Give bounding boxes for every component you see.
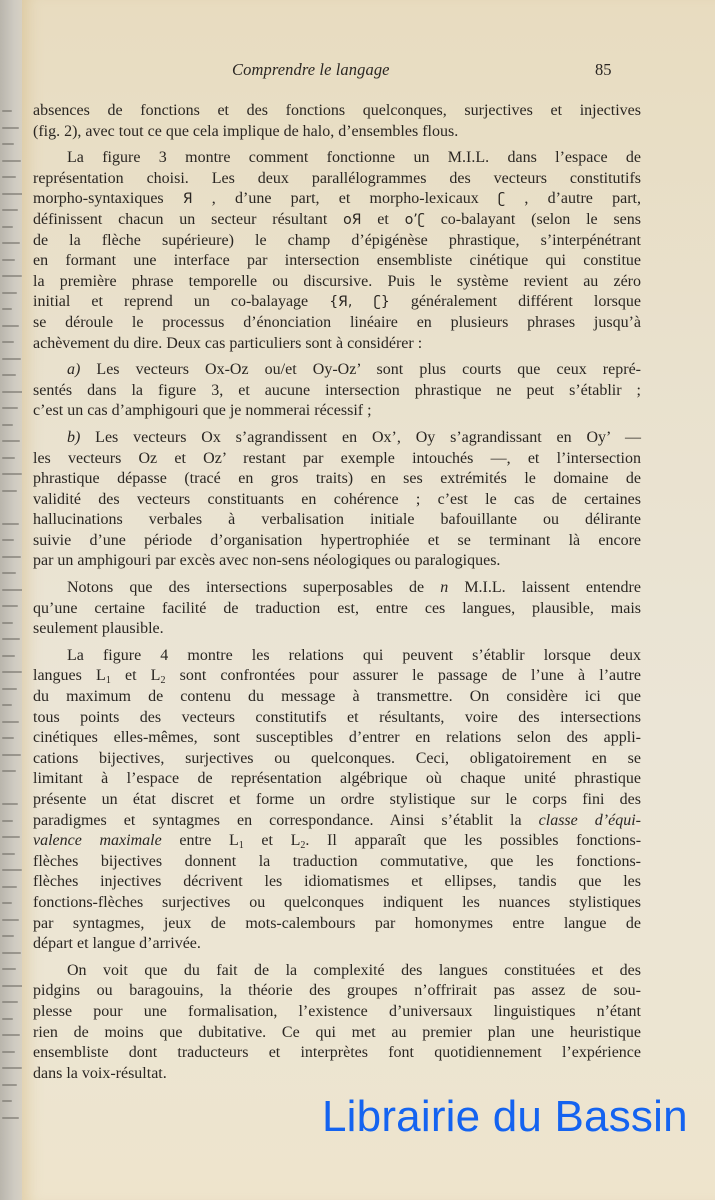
paragraph-case-b: [33, 428, 641, 572]
text-line: phrastique dépasse (tracé en gros traits) en ses extrémités le domaine de: [33, 470, 641, 488]
text-line: cations bijectives, surjectives ou quelconques. Ceci, obligatoirement en se: [33, 749, 641, 767]
body-text: [33, 101, 641, 1084]
adjacent-page-text-fragment: [2, 1051, 15, 1053]
adjacent-page-text-fragment: [2, 358, 21, 360]
resultant-sector-symbol: oЯ: [343, 211, 362, 228]
adjacent-page-text-fragment: [2, 1084, 17, 1086]
text-line: flèches bijectives donnent la traduction commutative, que les fonctions-: [33, 852, 641, 870]
resultant-sector-symbol: o’ʗ: [404, 211, 425, 228]
adjacent-page-text-fragment: [2, 1034, 20, 1036]
text-run: Notons que des intersections superposables de: [67, 579, 441, 597]
adjacent-page-text-fragment: [2, 1067, 22, 1069]
adjacent-page-text-fragment: [2, 704, 12, 706]
text-line: [33, 360, 641, 381]
text-line: La figure 4 montre les relations qui peuvent s’établir lorsque deux: [67, 646, 641, 664]
text-run: et L: [243, 832, 301, 850]
adjacent-page-text-fragment: [2, 127, 19, 129]
adjacent-page-text-fragment: [2, 325, 19, 327]
morpho-lexical-symbol: ʗ: [498, 191, 506, 208]
adjacent-page-text-fragment: [2, 275, 22, 277]
adjacent-page-text-fragment: [2, 292, 17, 294]
list-label: a): [67, 361, 81, 379]
adjacent-page-text-fragment: [2, 572, 16, 574]
paragraph: [33, 646, 641, 955]
text-run: n: [440, 579, 449, 597]
text-line: représentation choisi. Les deux parallélogrammes des vecteurs constitutifs: [33, 169, 641, 187]
adjacent-page-text-fragment: [2, 985, 23, 987]
text-line: c’est un cas d’amphigouri que je nommerai récessif ;: [33, 402, 372, 420]
text-line: les vecteurs Oz et Oz’ restant par exemple intouchés —, et l’intersection: [33, 449, 641, 467]
adjacent-page-text-fragment: [2, 539, 14, 541]
adjacent-page-text-fragment: [2, 853, 15, 855]
adjacent-page-text-fragment: [2, 968, 16, 970]
text-run: sont confrontées pour assurer le passage de l’une à l’autre: [165, 667, 642, 685]
adjacent-page-text-fragment: [2, 424, 13, 426]
adjacent-page-text-fragment: [2, 638, 20, 640]
text-line: en formant une interface par intersection ensembliste cinétique qui constitue: [33, 252, 641, 270]
paragraph: [33, 101, 641, 142]
subscript: 1: [105, 675, 111, 687]
text-line: par syntagmes, jeux de mots-calembours par homonymes entre langue de: [33, 914, 641, 932]
text-run: et L: [110, 667, 161, 685]
adjacent-page-text-fragment: [2, 1001, 18, 1003]
text-line: [33, 428, 641, 449]
paragraph: [33, 148, 641, 354]
adjacent-page-text-fragment: [2, 143, 14, 145]
adjacent-page-text-fragment: [2, 935, 14, 937]
running-title: Comprendre le langage: [232, 60, 390, 79]
morpho-syntactic-symbol: Я: [182, 191, 193, 208]
text-line: On voit que du fait de la complexité des langues constituées et des: [67, 961, 641, 979]
text-run: morpho-syntaxiques: [33, 190, 183, 208]
page-number: 85: [595, 60, 612, 79]
paragraph-case-a: [33, 360, 641, 422]
adjacent-page-text-fragment: [2, 671, 22, 673]
subscript: 1: [238, 840, 244, 852]
adjacent-page-text-fragment: [2, 391, 23, 393]
text-run: , d’une part, et morpho-lexicaux: [192, 190, 499, 208]
adjacent-page-text-fragment: [2, 523, 19, 525]
adjacent-page-text-fragment: [2, 259, 15, 261]
adjacent-page-text-fragment: [2, 721, 19, 723]
text-run: langues L: [33, 667, 106, 685]
text-line: ensembliste dont traducteurs et interprètes font quotidiennement l’expérience: [33, 1044, 641, 1062]
cobalayage-set-symbol: {Я, ʗ}: [329, 294, 390, 311]
adjacent-page-text-fragment: [2, 1117, 19, 1119]
text-line: [33, 210, 641, 231]
adjacent-page-text-fragment: [2, 193, 23, 195]
adjacent-page-text-fragment: [2, 770, 16, 772]
adjacent-page-text-fragment: [2, 820, 13, 822]
adjacent-page-text-fragment: [2, 341, 14, 343]
text-line: sentés dans la figure 3, et aucune intersection phrastique ne peut s’établir ;: [33, 381, 641, 399]
text-line: limitant à l’espace de représentation algébrique où chaque unité phrastique: [33, 770, 641, 788]
text-line: absences de fonctions et des fonctions quelconques, surjectives et injectives: [33, 102, 641, 119]
adjacent-page-text-fragment: [2, 226, 13, 228]
adjacent-page-text-fragment: [2, 242, 20, 244]
text-run: , d’autre part,: [505, 190, 641, 208]
text-line: rien de moins que dubitative. Ce qui met au premier plan une heuristique: [33, 1023, 641, 1041]
bookseller-watermark: Librairie du Bassin: [322, 1092, 688, 1141]
text-run: généralement différent lorsque: [389, 293, 642, 311]
text-line: du maximum de contenu du message à transmettre. On considère ici que: [33, 688, 641, 706]
adjacent-page-text-fragment: [2, 160, 21, 162]
adjacent-page-text-fragment: [2, 374, 16, 376]
text-line: validité des vecteurs constituants en cohérence ; c’est le cas de certaines: [33, 490, 641, 508]
subscript: 2: [160, 675, 166, 687]
text-line: hallucinations verbales à verbalisation initiale bafouillante ou délirante: [33, 511, 641, 529]
text-line: [33, 831, 641, 852]
adjacent-page-text-fragment: [2, 737, 14, 739]
adjacent-page-text-fragment: [2, 457, 15, 459]
list-label: b): [67, 428, 81, 446]
adjacent-page-text-fragment: [2, 110, 12, 112]
text-run: et: [361, 210, 405, 228]
text-line: pidgins ou baragouins, la théorie des groupes n’offrirait pas assez de sou-: [33, 982, 641, 1000]
adjacent-page-text-fragment: [2, 952, 21, 954]
paragraph: [33, 961, 641, 1085]
italic-term: valence maximale: [33, 832, 162, 850]
text-line: se déroule le processus d’énonciation linéaire en plusieurs phrases jusqu’à: [33, 313, 641, 331]
adjacent-page-text-fragment: [2, 886, 17, 888]
adjacent-page-text-fragment: [2, 556, 21, 558]
adjacent-page-text-fragment: [2, 688, 17, 690]
text-line: achèvement du dire. Deux cas particuliers sont à considérer :: [33, 334, 423, 352]
adjacent-page-text-fragment: [2, 407, 18, 409]
adjacent-page-text-fragment: [2, 869, 22, 871]
adjacent-page-text-fragment: [2, 440, 20, 442]
text-run: paradigmes et syntagmes en correspondance. Ainsi s’établit la: [33, 811, 539, 829]
adjacent-page-text-fragment: [2, 209, 18, 211]
text-run: co-balayant (selon le sens: [424, 210, 642, 228]
subscript: 2: [300, 840, 306, 852]
adjacent-page-text-fragment: [2, 176, 16, 178]
text-line: de la flèche supérieure) le champ d’épigénèse phrastique, s’interpénétrant: [33, 231, 641, 249]
adjacent-page-text-fragment: [2, 1018, 13, 1020]
text-run: initial et reprend un co-balayage: [33, 293, 330, 311]
adjacent-page-edge: [0, 0, 24, 1200]
text-run: Les vecteurs Ox s’agrandissent en Ox’, Oy s’agrandissant en Oy’ —: [80, 428, 641, 446]
adjacent-page-text-fragment: [2, 622, 13, 624]
text-line: [33, 666, 641, 687]
adjacent-page-text-fragment: [2, 836, 20, 838]
adjacent-page-text-fragment: [2, 803, 18, 805]
text-line: par un amphigouri par excès avec non-sens néologiques ou paralogiques.: [33, 552, 501, 570]
text-line: [33, 292, 641, 313]
adjacent-page-text-fragment: [2, 754, 21, 756]
adjacent-page-text-fragment: [2, 1100, 12, 1102]
text-run: Les vecteurs Ox-Oz ou/et Oy-Oz’ sont plus courts que ceux repré-: [80, 361, 641, 379]
text-run: entre L: [161, 832, 239, 850]
text-line: suivie d’une période d’organisation hypertrophiée et se terminant là encore: [33, 531, 641, 549]
adjacent-page-text-fragment: [2, 605, 18, 607]
text-line: [33, 811, 641, 832]
adjacent-page-text-fragment: [2, 902, 12, 904]
text-line: présente un état discret et forme un ordre stylistique sur le corps fini des: [33, 791, 641, 808]
adjacent-page-text-fragment: [2, 919, 19, 921]
text-line: plesse pour une formalisation, l’existence d’universaux linguistiques n’étant: [33, 1002, 641, 1020]
text-run: . Il apparaît que les possibles fonctions-: [305, 832, 642, 850]
text-line: tous points des vecteurs constitutifs et résultants, voire des intersections: [33, 708, 641, 726]
text-line: départ et langue d’arrivée.: [33, 935, 201, 953]
text-line: qu’une certaine facilité de traduction est, entre ces langues, plausible, mais: [33, 599, 641, 617]
adjacent-page-text-fragment: [2, 308, 12, 310]
text-line: fonctions-flèches surjectives ou quelconques indiquent les nuances stylistiques: [33, 893, 641, 911]
adjacent-page-text-fragment: [2, 589, 23, 591]
text-line: (fig. 2), avec tout ce que cela implique de halo, d’ensembles flous.: [33, 122, 459, 140]
adjacent-page-text-fragment: [2, 655, 15, 657]
text-line: la première phrase temporelle ou discursive. Puis le système revient au zéro: [33, 272, 641, 290]
adjacent-page-text-fragment: [2, 473, 22, 475]
text-line: dans la voix-résultat.: [33, 1064, 167, 1082]
text-line: [33, 578, 641, 599]
paragraph: [33, 578, 641, 640]
text-run: M.I.L. laissent entendre: [448, 579, 641, 597]
adjacent-page-text-fragment: [2, 490, 17, 492]
text-line: cinétiques elles-mêmes, sont susceptibles d’entrer en relations selon des appli-: [33, 729, 641, 747]
text-line: seulement plausible.: [33, 620, 164, 638]
text-line: [33, 189, 641, 210]
text-line: La figure 3 montre comment fonctionne un M.I.L. dans l’espace de: [67, 149, 641, 167]
italic-term: classe d’équi-: [538, 811, 641, 829]
text-run: définissent chacun un secteur résultant: [33, 210, 344, 228]
text-line: flèches injectives décrivent les idiomatismes et ellipses, tandis que les: [33, 873, 641, 891]
